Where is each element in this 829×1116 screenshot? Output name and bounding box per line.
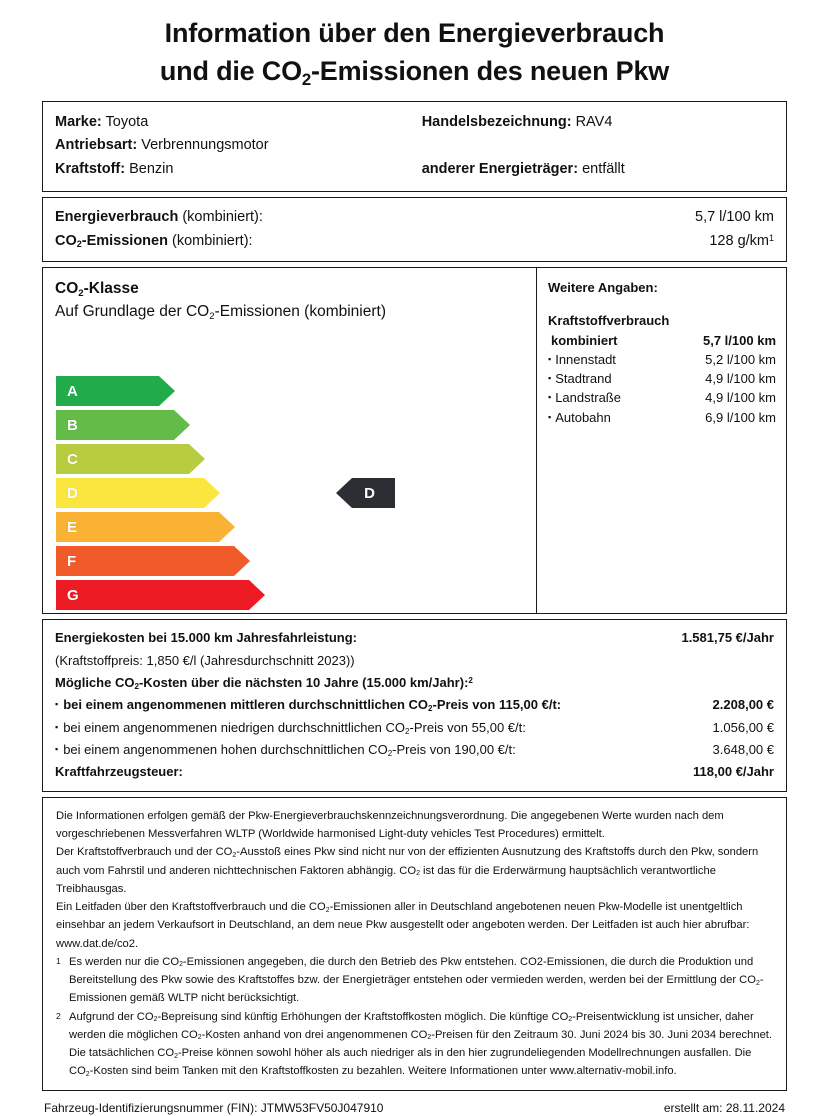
co2-class-box [42,267,787,614]
handelsbezeichnung-label: Handelsbezeichnung: [422,114,572,130]
co2-class-bar-g [56,580,526,612]
bar-arrow-icon [219,512,235,542]
co2-price-scenario-label: ▪ bei einem angenommenen mittleren durchschnittlichen $CO_2$-Preis von 115,00 €/t: [55,694,561,716]
consumption-row-co2 [55,229,774,253]
co2-subscript: 2 [232,852,236,859]
footnote-1 [56,953,773,1008]
kraftstoffpreis-note: (Kraftstoffpreis: 1,850 €/l (Jahresdurchschnitt 2023)) [55,650,355,672]
bar-letter: E [67,520,77,535]
co2-subscript: 2 [179,961,183,968]
footnote-2-text: Aufgrund der $CO_2$-Bepreisung sind künftig Erhöhungen der Kraftstoffkosten möglich. Die künftige $CO_2$-Preisentwicklung ist unsicher, daher werden die möglichen $CO_2$-Kosten anhand von drei angenommenen $CO_2$-Preisen für den Zeitraum 30. Juni 2024 bis 30. Juni 2034 berechnet. Die tatsächlichen $CO_2$-Preise können sowohl höher als auch niedriger als in den hier zugrundeliegenden Modellrechnungen ausfallen. Die $CO_2$-Kosten sind beim Tanken mit den Kraftstoffkosten zu bezahlen. Weitere Informationen unter www.alternativ-mobil.info. [69,1008,773,1081]
identity-row-2 [55,134,774,157]
bar-letter: B [67,418,78,433]
bar-arrow-icon [234,546,250,576]
consumption-row-energieverbrauch [55,205,774,229]
co2-klasse-subtitle: Auf Grundlage der $CO_2$-Emissionen (kombiniert) [55,300,536,323]
kraftstoffverbrauch-row-label: ▪ Landstraße [548,388,621,407]
page-title [42,0,787,101]
co2-subscript: 2 [326,907,330,914]
energieverbrauch-label: Energieverbrauch (kombiniert): [55,205,263,229]
co2-emissionen-value: 128 $g/km^1$ [709,229,774,253]
kraftfahrzeugsteuer-label: Kraftfahrzeugsteuer: [55,761,183,783]
antriebsart-label: Antriebsart: [55,137,137,153]
co2-price-scenario-row [55,717,774,739]
kraftstoffverbrauch-row-value: 4,9 l/100 km [705,369,776,388]
costs-box [42,619,787,792]
vehicle-identity-box [42,101,787,192]
anderer-energietraeger-value: entfällt [582,161,625,177]
kraftstoffverbrauch-rows [548,331,776,427]
identity-marke [55,111,422,134]
co2-price-scenario-row [55,694,774,716]
co2-price-scenarios [55,694,774,761]
bar-body [56,580,249,610]
co2-subscript: 2 [86,1071,90,1078]
cost-row-kraftfahrzeugsteuer [55,761,774,783]
co2-subscript: 2 [568,1016,572,1023]
co2-subscript: 2 [416,870,420,877]
co2-klasse-title: $CO_2$-Klasse [55,277,536,300]
co2-subscript: 2 [134,682,138,691]
co2-subscript: 2 [302,70,311,89]
fin-label: Fahrzeug-Identifizierungsnummer (FIN): [44,1101,257,1115]
weitere-angaben-heading: Weitere Angaben: [548,278,776,298]
co2-subscript: 2 [209,311,214,322]
bar-body [56,410,174,440]
co2-subscript: 2 [405,727,409,736]
co2-subscript: 2 [174,1053,178,1060]
co2-class-selected-marker [336,478,395,508]
identity-row-3 [55,158,774,181]
identity-handelsbezeichnung [422,111,774,134]
identity-kraftstoff [55,158,422,181]
bar-arrow-icon [174,410,190,440]
kraftstoffverbrauch-row-value: 6,9 l/100 km [705,408,776,427]
co2-emissionen-label: $CO_2$-Emissionen (kombiniert): [55,229,253,253]
kraftstoffverbrauch-row [548,331,776,350]
kraftstoff-label: Kraftstoff: [55,161,125,177]
bullet-icon: ▪ [548,412,551,422]
kraftstoffverbrauch-row-label: ▪ Stadtrand [548,369,612,388]
bullet-icon: ▪ [55,699,58,709]
co2-subscript: 2 [756,980,760,987]
bullet-icon: ▪ [548,392,551,402]
bar-arrow-icon [189,444,205,474]
anderer-energietraeger-label: anderer Energieträger: [422,161,578,177]
bar-body [56,376,159,406]
cost-row-kraftstoffpreis [55,650,774,672]
footnote-1-text: Es werden nur die $CO_2$-Emissionen angegeben, die durch den Betrieb des Pkw entstehen. CO2-Emissionen, die durch die Produktion und Bereitstellung des Pkw sowie des Kraftstoffes bzw. der Energieträger entstehen oder vermieden werden, werden bei der Ermittlung der $CO_2$-Emissionen gemäß WLTP nicht berücksichtigt. [69,953,773,1008]
legal-paragraph-2: Der Kraftstoffverbrauch und der $CO_2$-Ausstoß eines Pkw sind nicht nur von der effizienten Ausnutzung des Kraftstoffs durch den Pkw, sondern auch vom Fahrstil und anderen nichttechnischen Faktoren abhängig. $CO_2$ ist das für die Erderwärmung hauptsächlich verantwortliche Treibhausgas. [56,843,773,898]
bullet-icon: ▪ [548,373,551,383]
handelsbezeichnung-value: RAV4 [576,114,613,130]
marker-arrow-icon [336,478,352,508]
co2-subscript: 2 [78,288,83,299]
moegliche-co2-kosten-label: Mögliche $CO_2$-Kosten über die nächsten 10 Jahre (15.000 km/Jahr):$^2$ [55,672,473,694]
co2-price-scenario-label: ▪ bei einem angenommenen hohen durchschnittlichen $CO_2$-Preis von 190,00 €/t: [55,739,516,761]
kraftstoffverbrauch-row-value: 4,9 l/100 km [705,388,776,407]
energiekosten-label: Energiekosten bei 15.000 km Jahresfahrleistung: [55,627,357,649]
footnote-1-number: 1 [56,953,69,1008]
cost-row-energiekosten [55,627,774,649]
co2-price-scenario-row [55,739,774,761]
co2-price-scenario-value: 2.208,00 € [701,694,774,716]
kraftstoffverbrauch-heading: Kraftstoffverbrauch [548,312,776,331]
identity-row-1 [55,111,774,134]
marker-letter: D [364,486,375,501]
legal-paragraph-1: Die Informationen erfolgen gemäß der Pkw-Energieverbrauchskennzeichnungsverordnung. Die angegebenen Werte wurden nach dem vorgeschriebenen Messverfahren WLTP (Worldwide harmonised Light-duty vehicles Test Procedures) ermittelt. [56,807,773,844]
fin-value: JTMW53FV50J047910 [261,1101,384,1115]
marke-label: Marke: [55,114,102,130]
kraftstoffverbrauch-row-value: 5,7 l/100 km [703,331,776,350]
co2-class-scale [56,376,526,614]
bar-body [56,478,204,508]
kraftstoffverbrauch-row [548,369,776,388]
kraftstoffverbrauch-row [548,350,776,369]
co2-class-bar-e [56,512,526,544]
kraftstoffverbrauch-row-label: ▪ Innenstadt [548,350,616,369]
co2-class-bar-d [56,478,526,510]
footnote-2-number: 2 [56,1008,69,1081]
co2-price-scenario-value: 3.648,00 € [701,739,774,761]
identity-anderer-energietraeger [422,158,774,181]
antriebsart-value: Verbrennungsmotor [141,137,268,153]
bar-arrow-icon [159,376,175,406]
created-date: erstellt am: 28.11.2024 [664,1100,785,1116]
bar-arrow-icon [204,478,220,508]
bullet-icon: ▪ [548,354,551,364]
co2-subscript: 2 [428,704,432,713]
co2-subscript: 2 [388,749,392,758]
co2-price-scenario-value: 1.056,00 € [701,717,774,739]
co2-subscript: 2 [154,1016,158,1023]
fin-info [44,1100,383,1116]
kraftstoffverbrauch-row [548,388,776,407]
kraftfahrzeugsteuer-value: 118,00 €/Jahr [681,761,774,783]
co2-class-bar-a [56,376,526,408]
co2-subscript: 2 [77,239,82,249]
kraftstoff-value: Benzin [129,161,173,177]
title-line-1: Information über den Energieverbrauch [165,18,665,48]
bar-body [56,546,234,576]
marke-value: Toyota [106,114,149,130]
co2-subscript: 2 [427,1034,431,1041]
identity-row-2-empty [422,134,774,157]
co2-class-bar-c [56,444,526,476]
kraftstoffverbrauch-row-label: kombiniert [548,331,617,350]
footnote-ref-1: 1 [769,233,774,243]
bullet-icon: ▪ [55,744,58,754]
bar-letter: A [67,384,78,399]
bar-body [56,444,189,474]
spacer [548,298,776,312]
bullet-icon: ▪ [55,722,58,732]
title-line-2: und die $CO_2$-Emissionen des neuen Pkw [42,52,787,90]
footnote-ref-2: 2 [468,676,472,685]
footnote-2 [56,1008,773,1081]
bar-letter: F [67,554,76,569]
legal-notice-box [42,797,787,1091]
co2-subscript: 2 [198,1034,202,1041]
energieverbrauch-value: 5,7 l/100 km [695,205,774,229]
footer [42,1091,787,1116]
consumption-summary-box [42,197,787,262]
energiekosten-value: 1.581,75 €/Jahr [669,627,774,649]
kraftstoffverbrauch-row-value: 5,2 l/100 km [705,350,776,369]
bar-arrow-icon [249,580,265,610]
legal-paragraph-3: Ein Leitfaden über den Kraftstoffverbrauch und die $CO_2$-Emissionen aller in Deutschland angebotenen neuen Pkw-Modelle ist unentgeltlich einsehbar an jedem Verkaufsort in Deutschland, an dem neue Pkw ausgestellt oder angeboten werden. Der Leitfaden ist auch hier abrufbar: www.dat.de/co2. [56,898,773,953]
kraftstoffverbrauch-row [548,408,776,427]
identity-antriebsart [55,134,422,157]
co2-price-scenario-label: ▪ bei einem angenommenen niedrigen durchschnittlichen $CO_2$-Preis von 55,00 €/t: [55,717,526,739]
bar-letter: D [67,486,78,501]
kraftstoffverbrauch-row-label: ▪ Autobahn [548,408,611,427]
co2-class-bar-b [56,410,526,442]
weitere-angaben-panel [536,268,786,613]
cost-row-moegliche-co2-kosten [55,672,774,694]
co2-class-panel [43,268,536,613]
co2-class-bar-f [56,546,526,578]
bar-letter: C [67,452,78,467]
marker-body [352,478,395,508]
bar-body [56,512,219,542]
bar-letter: G [67,588,79,603]
